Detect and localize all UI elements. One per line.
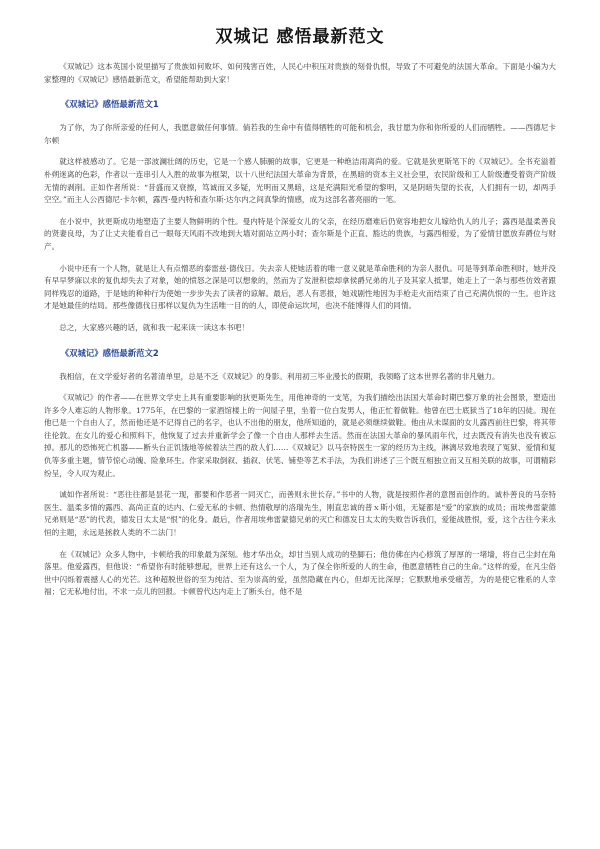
section-heading-1: 《双城记》感悟最新范文1	[60, 99, 159, 110]
section1-paragraph: 为了你，为了你所亲爱的任何人，我愿意做任何事情。倘若我的生命中有值得牺牲的可能和机会，我甘愿为你和你所爱的人们而牺牲。——西德尼卡尔顿	[44, 123, 556, 145]
section2-paragraph: 在《双城记》众多人物中，卡顿给我的印象最为深刻。他才华出众，却甘当别人成功的垫脚石；他仿佛在内心修筑了厚厚的一堵墙，将自己尘封在角落里。他爱露西，但他说：“希望你有时能够想起，世界上还有这么一个人，为了保全你所爱的人的生命，他愿意牺牲自己的生命。”这样的爱，在凡尘俗世中闪烁着震撼人心的光芒。这种超脱世俗的至为纯洁、至为崇高的爱，虽然隐藏在内心，但却无比深厚；它默默地承受痛苦，为的是使它雅系的人幸福；它无私地付出，不求一点儿的回报。卡顿曾代达内走上了断头台，他不是	[44, 549, 556, 597]
intro-paragraph: 《双城记》这本英国小说里描写了贵族如何败坏、如何残害百姓，人民心中积压对贵族的刻骨仇恨，导致了不可避免的法国大革命。下面是小编为大家整理的《双城记》感悟最新范文，希望能帮助到大家！	[44, 62, 556, 84]
section2-paragraph: 我相信，在文学爱好者的名著清单里，总是不乏《双城记》的身影。利用初三毕业漫长的假期，我领略了这本世界名著的非凡魅力。	[59, 371, 500, 381]
section1-paragraph: 总之，大家感兴趣的话，就和我一起来读一读这本书吧！	[59, 322, 250, 332]
section2-paragraph: 诚如作者所说：“恶往往都是昙花一现，都要和作恶者一同灭亡，而善则永世长存。”书中的人物，就是按照作者的意图而创作的。诚朴善良的马奈特医生、温柔多情的露西、高尚正直的达内、仁爱无私的卡顿、热情敬厚的洛瑞先生，刚直忠诚的普ｘ斯小姐，无疑都是“爱”的家族的成员；而埃弗雷蒙德兄弟则是“恶”的代表，德发日太太是“恨”的化身。最后，作者用埃弗雷蒙德兄弟的灭亡和德发日太太的失败告诉我们，爱能战胜恨，爱，这个古往今来永恒的主题，永远是拯救人类的不二法门！	[44, 490, 556, 538]
page-title: 双城记 感悟最新范文	[215, 27, 385, 47]
section2-paragraph: 《双城记》的作者——在世界文学史上具有重要影响的狄更斯先生，用他神奇的一支笔，为我们描绘出法国大革命时期巴黎万象的社会图景，塑造出许多令人难忘的人物形象。1775年，在巴黎的一家酒馆楼上的一间屋子里，坐着一位白发男人，他正忙着做鞋。他曾在巴士底狱当了18年的囚徒。现在他已是一个自由人了，然而他还是不记得自己的名字，也认不出他的朋友，他所知道的，就是必须继续做鞋。他由从未谋面的女儿露西前往巴黎，将其带往伦敦。在女儿的爱心和照料下，他恢复了过去并重新学会了像一个自由人那样去生活。然而在法国大革命的暴风雨年代，过去既没有消失也没有被忘掉。那儿的恐怖死亡机器——断头台正饥饿地等候着法兰西的敌人们……《双城记》以马奈特医生一家的经历为主线，淋漓尽致地表现了冤狱、爱情和复仇等多重主题，情节惊心动魄、险象环生。作家采取倒叙、插叙、伏笔、铺垫等艺术手法，为我们讲述了三个既互相独立而又互相关联的故事，可谓精彩纷呈，令人叹为观止。	[44, 393, 556, 478]
section-heading-2: 《双城记》感悟最新范文2	[60, 347, 159, 358]
section1-paragraph: 在小说中，狄更斯成功地塑造了主要人物鲜明的个性。曼内特是个深爱女儿的父亲，在经历磨难后仍宽容地把女儿嫁给仇人的儿子；露西是温柔善良的贤妻良母，为了让丈夫能看自己一眼每天风雨不改地到大墙对面站立两小时；查尔斯是个正直、豁达的贵族，与露西相爱，为了爱情甘愿放弃爵位与财产。	[44, 216, 556, 251]
section1-paragraph: 就这样被感动了。它是一部波澜壮阔的历史，它是一个感人肺腑的故事，它更是一种绝洁雨离尚的爱。它就是狄更斯笔下的《双城记》。全书充溢着朴朔迷离的色彩，作者以一连串引人入胜的故事为框架，以十八世纪法国大革命为背景，在黑暗的资本主义社会里，农民阶级和工人阶级遭受着资产阶级无情的剥削。正如作者所说：“昔盛而又衰擦，笃诚而又多疑，光明而又黑暗，这是充满阳光希望的黎明，又是阴暗失望的长夜，人们拥有一切，却两手空空。”而主人公西德尼·卡尔顿，露西·曼内特和查尔斯·达尔内之间真挚的情感，成为这部名著亮丽的一笔。	[44, 157, 556, 205]
section1-paragraph: 小说中还有一个人物，就是让人有点憎恶的泰雷兹·德伐日。失去亲人使她活着的唯一意义就是革命胜利的为亲人报仇。可是等到革命胜利时，她并没有早早梦寐以求的复仇却失去了对象，她的愤怒之深是可以想象的，然而为了发泄积偿却拿侯爵兄弟的儿子及其家人抵罪，她走上了一条与那些仿效者跟同样残忍的道路，于是她的种种行为使她一步步失去了读者的谅解。最后，恶人有恶报，她戏剧性地因为手枪走火而结束了自己充满仇恨的一生。也许这才是她最佳的结局。那些像德伐日那样以复仇为生活唯一目的的人，即使命运坎坷，也决不能博得人们的同情。	[44, 263, 556, 311]
